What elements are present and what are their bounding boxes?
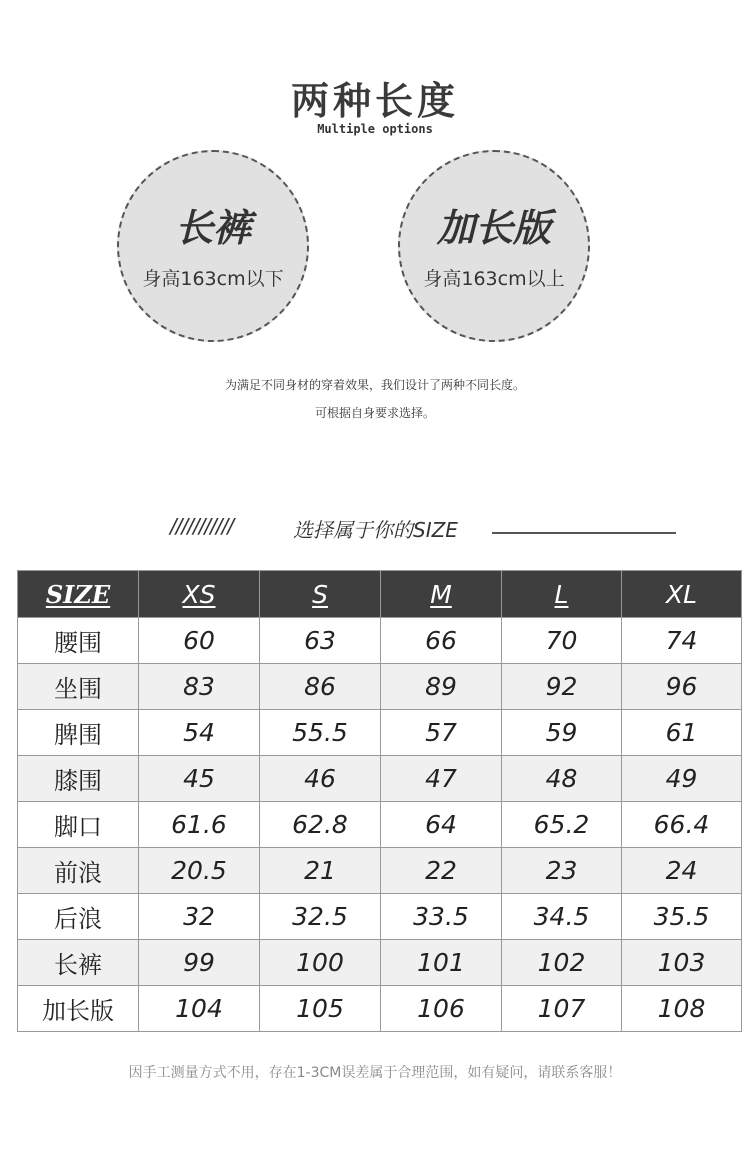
table-cell: 33.5 [381,894,502,940]
page-subtitle: Multiple options [317,122,433,136]
table-cell: 59 [502,710,622,756]
table-row [18,986,742,1032]
table-cell: 32 [139,894,260,940]
row-label: 腰围 [18,618,139,664]
table-cell: 23 [502,848,622,894]
row-label: 后浪 [18,894,139,940]
option-circle-extended [398,150,590,342]
table-cell: 54 [139,710,260,756]
size-table-header-row [18,571,742,618]
table-cell: 101 [381,940,502,986]
table-cell: 47 [381,756,502,802]
row-label: 加长版 [18,986,139,1032]
table-cell: 57 [381,710,502,756]
description-line-1: 为满足不同身材的穿着效果，我们设计了两种不同长度。 [224,378,525,392]
table-cell: 100 [260,940,381,986]
table-cell: 66.4 [622,802,742,848]
table-cell: 34.5 [502,894,622,940]
table-row [18,848,742,894]
row-label: 前浪 [18,848,139,894]
table-cell: 66 [381,618,502,664]
table-row [18,710,742,756]
table-cell: 49 [622,756,742,802]
option-name: 长裤 [174,206,251,250]
table-row [18,802,742,848]
table-cell: 65.2 [502,802,622,848]
table-cell: 108 [622,986,742,1032]
header-cell: XS [139,571,260,618]
table-row [18,940,742,986]
table-row [18,618,742,664]
table-cell: 89 [381,664,502,710]
page-title: 两种长度 [290,79,459,123]
table-cell: 64 [381,802,502,848]
table-row [18,664,742,710]
table-cell: 62.8 [260,802,381,848]
row-label: 脾围 [18,710,139,756]
table-cell: 24 [622,848,742,894]
table-cell: 32.5 [260,894,381,940]
table-cell: 96 [622,664,742,710]
table-cell: 103 [622,940,742,986]
row-label: 坐围 [18,664,139,710]
table-cell: 48 [502,756,622,802]
header-cell: L [502,571,622,618]
table-cell: 45 [139,756,260,802]
table-cell: 106 [381,986,502,1032]
option-condition: 身高163cm以下 [142,268,284,290]
description-line-2: 可根据自身要求选择。 [314,406,435,420]
size-section-header [170,512,690,544]
option-name: 加长版 [436,206,551,250]
table-cell: 60 [139,618,260,664]
table-row [18,756,742,802]
row-label: 长裤 [18,940,139,986]
table-cell: 61.6 [139,802,260,848]
table-cell: 74 [622,618,742,664]
decorative-slashes: /////////// [170,514,234,538]
table-cell: 35.5 [622,894,742,940]
table-cell: 22 [381,848,502,894]
table-cell: 21 [260,848,381,894]
option-condition: 身高163cm以上 [423,268,565,290]
table-cell: 61 [622,710,742,756]
size-section-title: 选择属于你的SIZE [293,518,458,542]
table-cell: 63 [260,618,381,664]
header-cell: M [381,571,502,618]
table-cell: 92 [502,664,622,710]
table-cell: 107 [502,986,622,1032]
header-cell: SIZE [18,571,139,618]
table-cell: 83 [139,664,260,710]
row-label: 膝围 [18,756,139,802]
table-cell: 104 [139,986,260,1032]
table-cell: 70 [502,618,622,664]
header-cell: XL [622,571,742,618]
header-cell: S [260,571,381,618]
option-circle-regular [117,150,309,342]
row-label: 脚口 [18,802,139,848]
table-cell: 105 [260,986,381,1032]
table-row [18,894,742,940]
divider-line [492,532,676,534]
table-cell: 99 [139,940,260,986]
size-table [17,570,742,1032]
measurement-note: 因手工测量方式不用，存在1-3CM误差属于合理范围，如有疑问，请联系客服！ [128,1065,622,1081]
table-cell: 20.5 [139,848,260,894]
table-cell: 86 [260,664,381,710]
table-cell: 46 [260,756,381,802]
table-cell: 55.5 [260,710,381,756]
table-cell: 102 [502,940,622,986]
